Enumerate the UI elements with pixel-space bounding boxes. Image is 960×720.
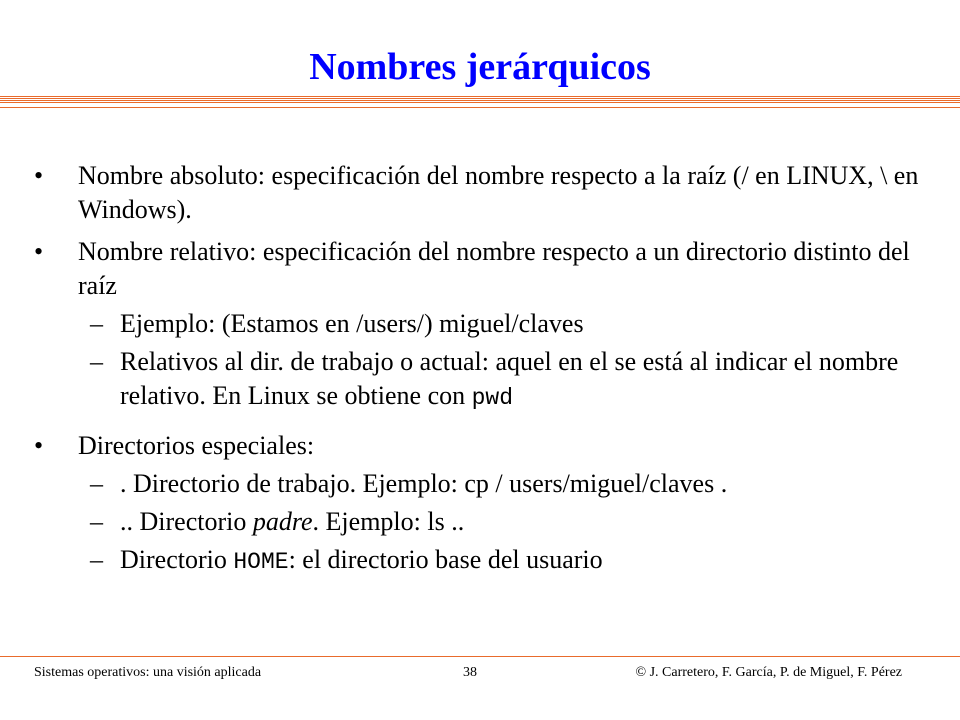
bullet-text: Directorios especiales:	[78, 431, 315, 460]
dash-icon: –	[90, 347, 103, 376]
dash-icon: –	[90, 309, 103, 338]
bullet-absolute-name	[34, 159, 924, 227]
bullet-icon: •	[34, 431, 44, 460]
bullet-relative-name	[34, 235, 924, 303]
footer-rule	[0, 656, 960, 657]
subitem-text: . Directorio de trabajo. Ejemplo: cp / users/miguel/claves .	[120, 469, 728, 498]
slide-body	[34, 159, 924, 579]
title-underline-thin	[0, 107, 960, 108]
bullet-text: Nombre absoluto: especificación del nombre respecto a la raíz (/ en LINUX, \ en Windows).	[78, 161, 919, 224]
title-underline	[0, 96, 960, 104]
dash-icon: –	[90, 469, 103, 498]
subitem-working-dir	[90, 345, 924, 415]
subitem-text	[120, 543, 924, 579]
code-home: HOME	[233, 549, 289, 575]
bullet-special-dirs	[34, 429, 924, 463]
footer-authors: © J. Carretero, F. García, P. de Miguel, F. Pérez	[635, 665, 902, 680]
subitem-text: Ejemplo: (Estamos en /users/) miguel/claves	[120, 309, 584, 338]
subitem-text	[120, 345, 924, 415]
bullet-icon: •	[34, 161, 44, 190]
subitem-text-part: .. Directorio	[120, 507, 253, 536]
bullet-icon: •	[34, 237, 44, 266]
footer-book-title: Sistemas operativos: una visión aplicada	[34, 665, 262, 680]
subitem-home-dir	[90, 543, 924, 579]
code-pwd: pwd	[471, 385, 514, 411]
subitem-text-part: Directorio	[120, 545, 234, 574]
subitem-example	[90, 307, 924, 341]
dash-icon: –	[90, 545, 103, 574]
subitem-text-part: . Ejemplo: ls ..	[312, 507, 465, 536]
subitem-text-part: : el directorio base del usuario	[288, 545, 603, 574]
dash-icon: –	[90, 507, 103, 536]
subitem-current-dir	[90, 467, 924, 501]
subitem-text-part: Relativos al dir. de trabajo o actual: aquel en el se está al indicar el nombre relativo. En Linux se obtiene con	[120, 347, 899, 410]
footer-page-number: 38	[463, 665, 477, 680]
bullet-text: Nombre relativo: especificación del nombre respecto a un directorio distinto del raíz	[78, 237, 910, 300]
italic-padre: padre	[252, 507, 313, 536]
subitem-parent-dir	[90, 505, 924, 539]
slide-title: Nombres jerárquicos	[309, 46, 651, 88]
subitem-text	[120, 505, 924, 539]
